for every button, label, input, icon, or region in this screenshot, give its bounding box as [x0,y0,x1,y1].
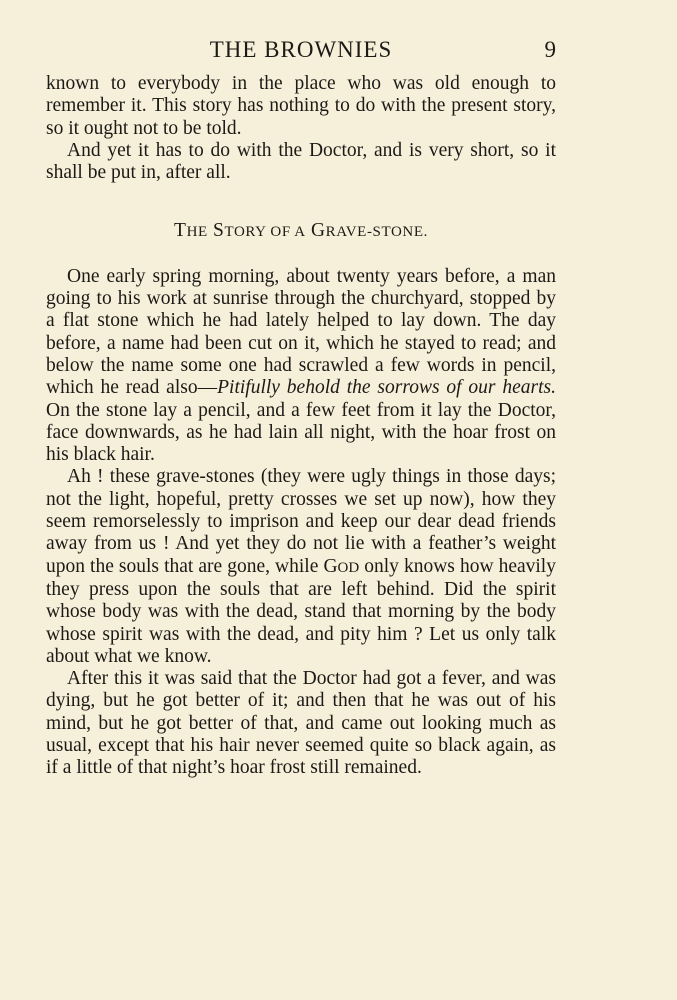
paragraph-1: known to everybody in the place who was old enough to remember it. This story has nothing to do with the present story, so it ought not to be told. [46,73,556,139]
paragraph-3-text-a: One early spring morning, about twenty years before, a man going to his work at sunrise through the churchyard, stopped by a flat stone which he had lately helped to lay down. The day before, a name had been cut on it, which he stayed to read; and below the name some one had scrawled a few words in pencil, which he read also— [46,265,556,399]
heading-initial-the: T [174,220,187,242]
page-number: 9 [544,37,556,62]
paragraph-2: And yet it has to do with the Doctor, and is very short, so it shall be put in, after all. [46,139,556,184]
paragraph-4-text-b: only knows how heavily they press upon the souls that are left behind. Did the spirit whose body was with the dead, stand that morning by the body whose spirit was with the dead, and pity him ? Let us only talk about what we know. [46,555,556,667]
heading-smallcaps-story: TORY OF A [224,224,306,241]
running-head [46,37,556,65]
paragraph-5: After this it was said that the Doctor had got a fever, and was dying, but he got better of it; and then that he was out of his mind, but he got better of that, and came out looking much as usual, except that his hair never seemed quite so black again, as if a little of that night’s hoar frost still remained. [46,668,556,779]
paragraph-3-text-b: On the stone lay a pencil, and a few feet from it lay the Doctor, face downwards, as he had lain all night, with the hoar frost on his black hair. [46,399,556,466]
heading-initial-grave: G [310,220,326,242]
god-initial: G [323,555,338,577]
paragraph-4-text-a: Ah ! these grave-stones (they were ugly things in those days; not the light, hopeful, pretty crosses we set up now), how they seem remorselessly to imprison and keep our dear dead friends away from us ! And yet they do not lie with a feather’s weight upon the souls that are gone, while [46,466,556,577]
paragraph-3 [46,266,556,467]
heading-initial-story: S [213,220,225,242]
paragraph-3-italic: Pitifully behold the sorrows of our hearts. [217,377,556,399]
god-smallcaps: OD [337,559,360,576]
paragraph-4 [46,466,556,668]
body-text [46,73,556,780]
section-heading [46,220,556,243]
heading-smallcaps-the: HE [186,224,208,241]
heading-smallcaps-grave: RAVE-STONE. [325,224,428,241]
running-title: THE BROWNIES [209,37,393,62]
